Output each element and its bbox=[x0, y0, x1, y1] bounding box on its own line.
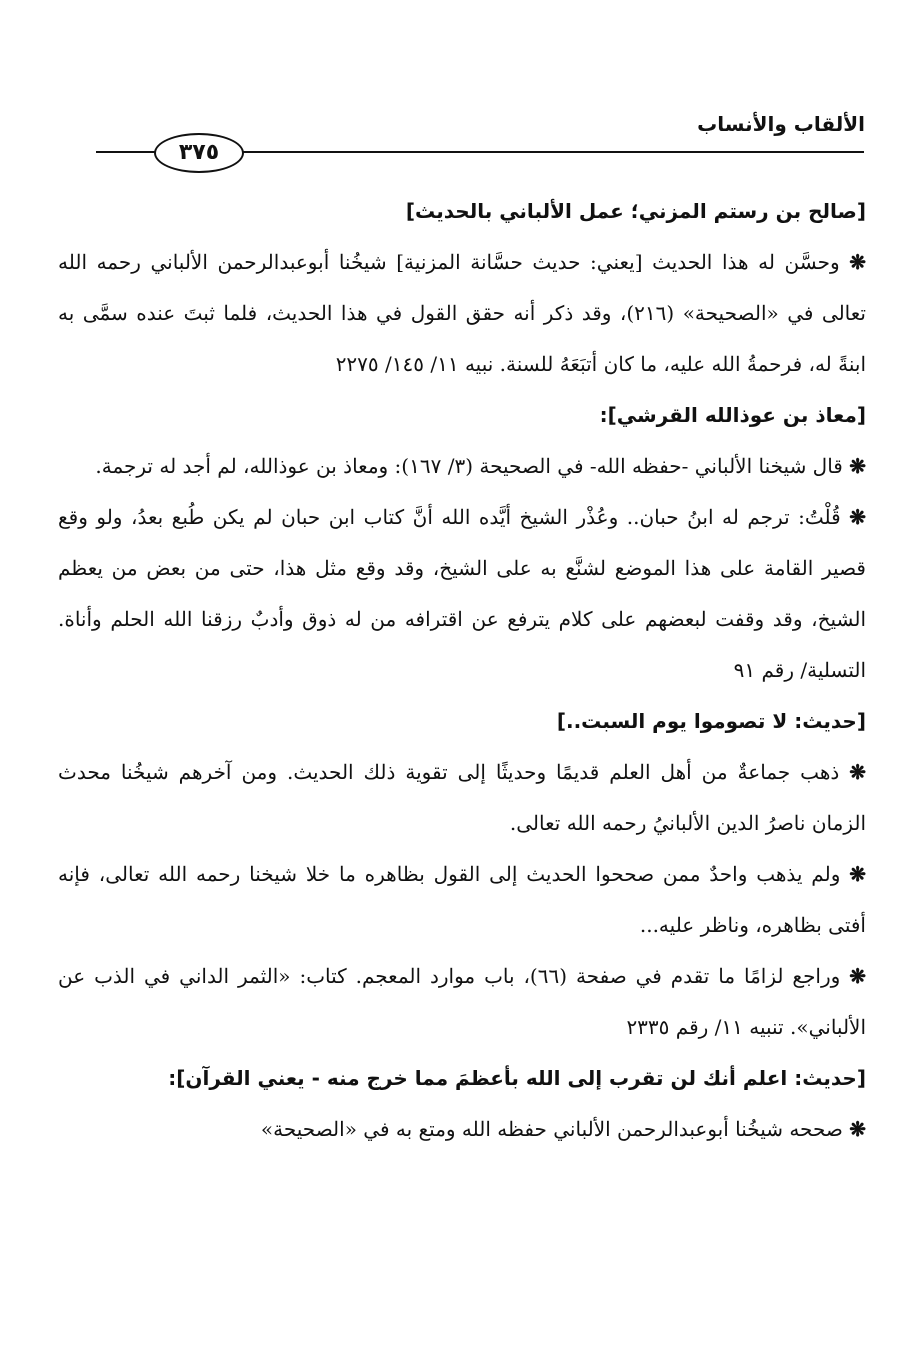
paragraph bbox=[58, 849, 866, 951]
paragraph bbox=[58, 237, 866, 390]
paragraph bbox=[58, 747, 866, 849]
paragraph-text: وحسَّن له هذا الحديث [يعني: حديث حسَّانة المزنية] شيخُنا أبوعبدالرحمن الألباني رحمه الله تعالى في «الصحيحة» (٢١٦)، وقد ذكر أنه حقق القول في هذا الحديث، فلما ثبتَ عنده سمَّى به ابنةً له، فرحمةُ الله عليه، ما كان أتبَعَهُ للسنة. نبيه ١١/ ١٤٥/ ٢٢٧٥ bbox=[58, 250, 866, 376]
paragraph-text: ذهب جماعةٌ من أهل العلم قديمًا وحديثًا إلى تقوية ذلك الحديث. ومن آخرهم شيخُنا محدث الزمان ناصرُ الدين الألبانيُ رحمه الله تعالى. bbox=[58, 760, 866, 835]
asterisk-icon: ❋ bbox=[849, 454, 866, 478]
entry-heading: [صالح بن رستم المزني؛ عمل الألباني بالحديث] bbox=[405, 199, 866, 223]
asterisk-icon: ❋ bbox=[849, 250, 866, 274]
asterisk-icon: ❋ bbox=[849, 862, 866, 886]
asterisk-icon: ❋ bbox=[849, 1117, 866, 1141]
page-number: ٣٧٥ bbox=[154, 133, 244, 173]
paragraph-text: وراجع لزامًا ما تقدم في صفحة (٦٦)، باب موارد المعجم. كتاب: «الثمر الداني في الذب عن الألباني». تنبيه ١١/ رقم ٢٣٣٥ bbox=[58, 964, 866, 1039]
entry-heading: [حديث: اعلم أنك لن تقرب إلى الله بأعظمَ مما خرج منه - يعني القرآن]: bbox=[168, 1066, 866, 1090]
paragraph bbox=[58, 441, 866, 492]
paragraph-text: قُلْتُ: ترجم له ابنُ حبان.. وعُذْر الشيخ أيَّده الله أنَّ كتاب ابن حبان لم يكن طُبع بعدُ، ولو وقع قصير القامة على هذا الموضع لشنَّع به على الشيخ، وقد وقع مثل هذا، حتى من بعض من يعظم الشيخ، وقد وقفت لبعضهم على كلام يترفع عن اقترافه من له ذوق وأدبٌ رزقنا الله الحلم وأناة. التسلية/ رقم ٩١ bbox=[58, 505, 866, 682]
asterisk-icon: ❋ bbox=[849, 760, 866, 784]
running-title: الألقاب والأنساب bbox=[697, 112, 865, 136]
paragraph bbox=[58, 492, 866, 696]
paragraph-text: ولم يذهب واحدٌ ممن صححوا الحديث إلى القول بظاهره ما خلا شيخنا رحمه الله تعالى، فإنه أفتى بظاهره، وناظر عليه... bbox=[58, 862, 866, 937]
paragraph-text: قال شيخنا الألباني -حفظه الله- في الصحيحة (٣/ ١٦٧): ومعاذ بن عوذالله، لم أجد له ترجمة. bbox=[95, 454, 843, 478]
entry-heading: [حديث: لا تصوموا يوم السبت..] bbox=[556, 709, 866, 733]
asterisk-icon: ❋ bbox=[849, 505, 867, 529]
paragraph bbox=[58, 1104, 866, 1155]
asterisk-icon: ❋ bbox=[849, 964, 867, 988]
page-body bbox=[58, 186, 866, 1155]
paragraph bbox=[58, 951, 866, 1053]
paragraph-text: صححه شيخُنا أبوعبدالرحمن الألباني حفظه الله ومتع به في «الصحيحة» bbox=[260, 1117, 843, 1141]
entry-heading: [معاذ بن عوذالله القرشي]: bbox=[599, 403, 866, 427]
